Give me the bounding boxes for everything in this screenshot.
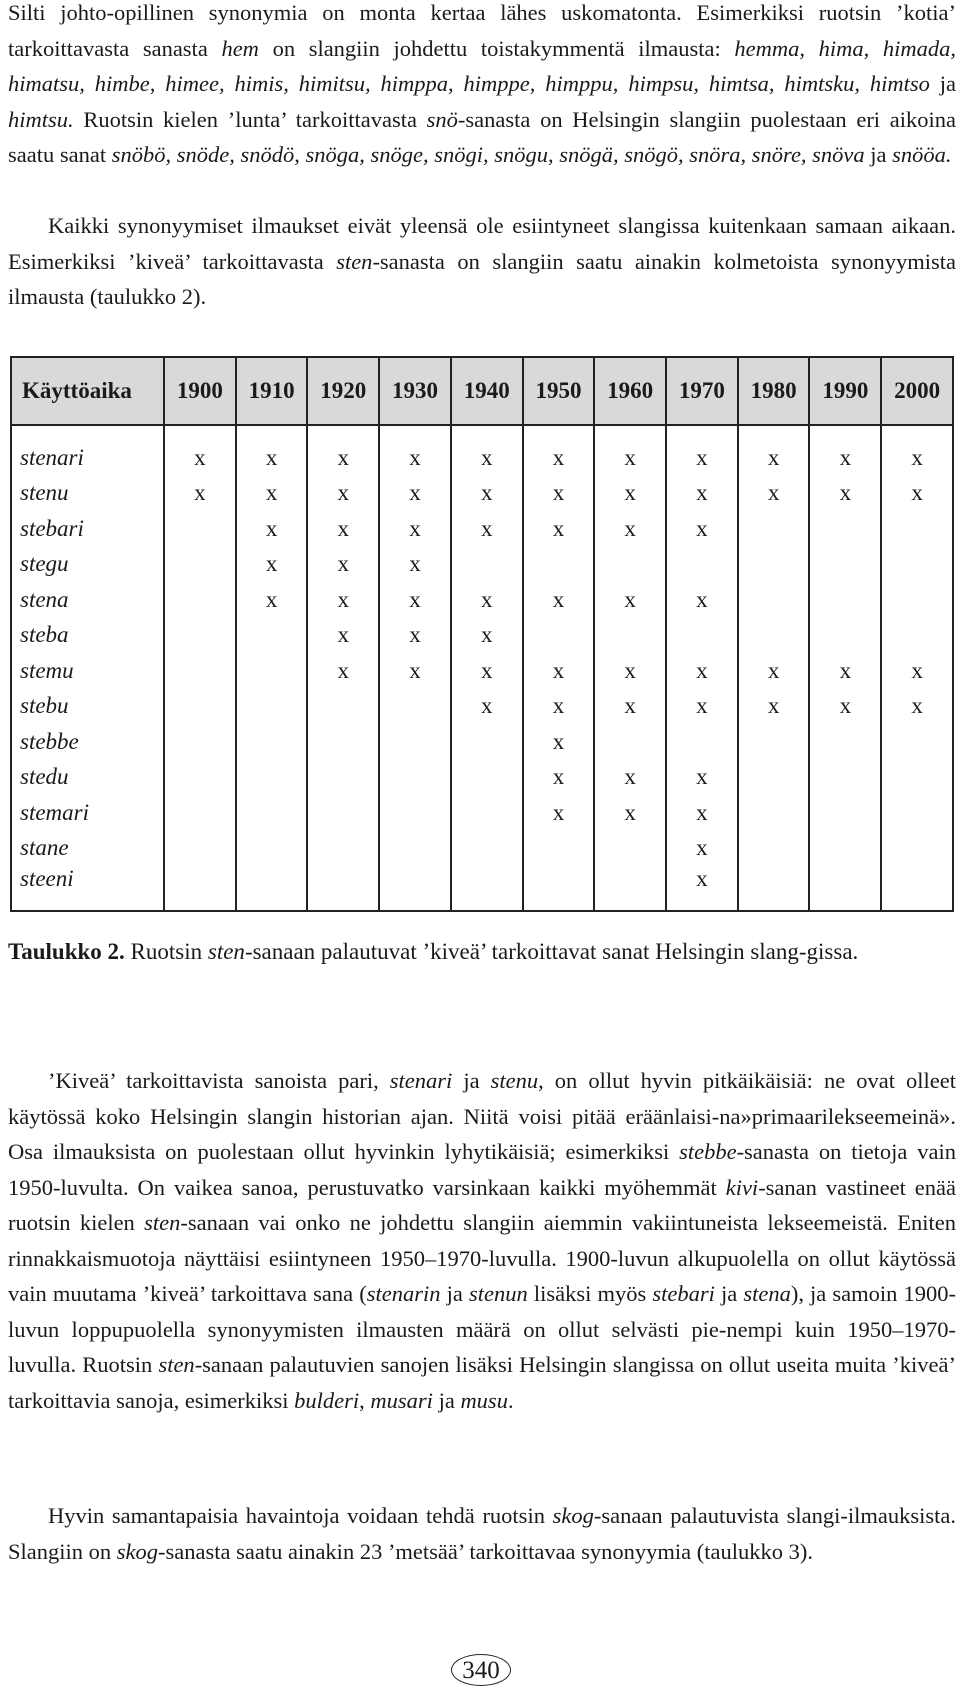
usage-mark-cell: x [738,476,810,512]
usage-period-table [10,356,954,912]
italic-term: skog [552,1503,594,1528]
empty-cell [164,689,236,725]
empty-cell [881,866,953,911]
usage-mark-cell: x [307,582,379,618]
usage-mark-cell: x [881,476,953,512]
empty-cell [164,831,236,867]
italic-term: stenari [389,1068,453,1093]
empty-cell [594,831,666,867]
text-run: lisäksi myös [527,1281,653,1306]
italic-term: hemma, hima, himada, himatsu, himbe, himee, himis, himitsu, himppa, himppe, himppu, himpsu, himtsa, himtsku, himtso [8,35,956,96]
text-run: -sanaan palautuvien sanojen lisäksi Helsingin slangissa on ollut useita muita ’kiveä’ tarkoittavia sanoja, esimerkiksi [8,1352,956,1413]
usage-mark-cell: x [881,689,953,725]
word-cell: stemari [11,795,164,831]
text-run: , on ollut hyvin pitkäikäisiä: ne ovat olleet käytössä koko Helsingin slangin historian ajan. Niitä voisi pitää eräänlaisi-na»primaarilekseemeinä». Osa ilmauksista on puolestaan ollut hyvinkin lyhytikäisiä; esimerkiksi [8,1068,956,1164]
usage-mark-cell: x [809,476,881,512]
header-decade-1950: 1950 [523,357,595,425]
empty-cell [881,618,953,654]
table-row [11,689,953,725]
empty-cell [809,760,881,796]
word-cell: stemu [11,653,164,689]
empty-cell [451,547,523,583]
word-cell: stena [11,582,164,618]
empty-cell [307,724,379,760]
empty-cell [881,831,953,867]
empty-cell [164,582,236,618]
table-row [11,618,953,654]
header-decade-1920: 1920 [307,357,379,425]
text-run: ja [864,142,893,167]
empty-cell [594,618,666,654]
empty-cell [236,760,308,796]
table-row [11,547,953,583]
empty-cell [738,582,810,618]
caption-text [125,939,858,964]
empty-cell [236,795,308,831]
empty-cell [738,618,810,654]
usage-mark-cell: x [594,582,666,618]
table-row [11,476,953,512]
empty-cell [307,831,379,867]
text-run: Hyvin samantapaisia havaintoja voidaan tehdä ruotsin [48,1503,553,1528]
word-cell: stegu [11,547,164,583]
empty-cell [236,653,308,689]
text-run: ja [929,71,956,96]
usage-mark-cell: x [666,582,738,618]
empty-cell [164,618,236,654]
usage-mark-cell: x [594,795,666,831]
spacer-cell [738,425,810,440]
empty-cell [307,795,379,831]
usage-mark-cell: x [594,440,666,476]
table-row [11,831,953,867]
usage-mark-cell: x [738,653,810,689]
text-run: Silti johto-opillinen synonymia on monta kertaa lähes uskomatonta. Esimerkiksi ruotsin ’kotia’ tarkoittavasta sanasta [8,0,956,61]
usage-mark-cell: x [738,440,810,476]
empty-cell [164,653,236,689]
italic-term: snöbö, snöde, snödö, snöga, snöge, snögi, snögu, snögä, snögö, snöra, snöre, snöva [111,142,865,167]
usage-mark-cell: x [379,547,451,583]
empty-cell [379,724,451,760]
text-run: Ruotsin [124,939,208,964]
italic-term: stenun [468,1281,528,1306]
text-run: , [359,1387,371,1413]
empty-cell [379,760,451,796]
empty-cell [379,795,451,831]
italic-term: sten [336,248,373,274]
spacer-cell [379,425,451,440]
usage-mark-cell: x [523,724,595,760]
usage-mark-cell: x [164,440,236,476]
usage-mark-cell: x [881,440,953,476]
usage-mark-cell: x [666,653,738,689]
header-decade-1980: 1980 [738,357,810,425]
empty-cell [523,618,595,654]
italic-term: sten [207,939,245,964]
text-run: Kaikki synonyymiset ilmaukset eivät yleensä ole esiintyneet slangissa kuitenkaan samaan aikaan. Esimerkiksi ’kiveä’ tarkoittavasta [8,213,956,274]
usage-mark-cell: x [594,689,666,725]
usage-mark-cell: x [236,547,308,583]
word-cell: stebu [11,689,164,725]
empty-cell [881,511,953,547]
empty-cell [666,724,738,760]
text-run: ja [432,1387,461,1413]
text-run: -sanasta on slangiin saatu ainakin kolmetoista synonyymista ilmausta (taulukko 2). [8,248,956,309]
usage-mark-cell: x [666,831,738,867]
header-usage-period: Käyttöaika [11,357,164,425]
usage-mark-cell: x [451,618,523,654]
header-decade-2000: 2000 [881,357,953,425]
usage-mark-cell: x [379,653,451,689]
empty-cell [666,547,738,583]
empty-cell [164,547,236,583]
usage-mark-cell: x [523,511,595,547]
spacer-cell [594,425,666,440]
usage-mark-cell: x [307,476,379,512]
italic-term: bulderi [294,1387,360,1413]
usage-mark-cell: x [379,440,451,476]
usage-mark-cell: x [523,689,595,725]
usage-mark-cell: x [307,618,379,654]
usage-mark-cell: x [666,866,738,911]
table-spacer-row [11,425,953,440]
word-cell: stane [11,831,164,867]
usage-mark-cell: x [451,582,523,618]
empty-cell [164,866,236,911]
empty-cell [594,866,666,911]
text-run: -sanasta saatu ainakin 23 ’metsää’ tarkoittavaa synonyymia (taulukko 3). [158,1538,814,1564]
spacer-cell [523,425,595,440]
empty-cell [307,866,379,911]
empty-cell [809,547,881,583]
usage-mark-cell: x [379,476,451,512]
usage-mark-cell: x [881,653,953,689]
empty-cell [881,724,953,760]
empty-cell [236,689,308,725]
empty-cell [738,547,810,583]
usage-mark-cell: x [594,653,666,689]
spacer-cell [809,425,881,440]
paragraph-synonymy [8,0,956,173]
empty-cell [881,547,953,583]
usage-mark-cell: x [523,440,595,476]
spacer-cell [164,425,236,440]
table-caption [8,936,956,967]
italic-term: musari [370,1387,433,1413]
usage-mark-cell: x [307,511,379,547]
empty-cell [307,760,379,796]
usage-mark-cell: x [236,476,308,512]
table-row [11,440,953,476]
italic-term: snö [426,106,458,132]
usage-mark-cell: x [451,476,523,512]
usage-mark-cell: x [666,476,738,512]
italic-term: hem [221,35,259,61]
usage-mark-cell: x [666,511,738,547]
empty-cell [236,618,308,654]
spacer-cell [881,425,953,440]
text-run: -sanaan palautuvista slangi-ilmauksista. Slangiin on [8,1503,956,1564]
empty-cell [738,831,810,867]
caption-label: Taulukko 2. [8,939,125,964]
usage-mark-cell: x [379,582,451,618]
empty-cell [451,795,523,831]
empty-cell [738,866,810,911]
italic-term: stenarin [366,1281,441,1306]
word-cell: stebbe [11,724,164,760]
empty-cell [451,760,523,796]
spacer-cell [666,425,738,440]
header-decade-1930: 1930 [379,357,451,425]
empty-cell [881,760,953,796]
empty-cell [594,547,666,583]
word-cell: stebari [11,511,164,547]
page-number: 340 [451,1654,511,1686]
usage-mark-cell: x [236,440,308,476]
spacer-cell [451,425,523,440]
usage-mark-cell: x [809,689,881,725]
text-run: ’Kiveä’ tarkoittavista sanoista pari, [48,1068,390,1093]
empty-cell [809,582,881,618]
spacer-cell [307,425,379,440]
header-decade-1990: 1990 [809,357,881,425]
italic-term: sten [144,1210,181,1235]
text-run: -sanasta on tietoja vain 1950-luvulta. On vaikea sanoa, perustuvatko varsinkaan kaikki myöhemmät [8,1139,956,1200]
empty-cell [523,866,595,911]
empty-cell [738,795,810,831]
usage-mark-cell: x [379,511,451,547]
spacer-cell [236,425,308,440]
usage-mark-cell: x [809,440,881,476]
empty-cell [379,689,451,725]
usage-mark-cell: x [523,795,595,831]
header-decade-1910: 1910 [236,357,308,425]
usage-mark-cell: x [164,476,236,512]
empty-cell [451,831,523,867]
word-cell: stedu [11,760,164,796]
empty-cell [523,831,595,867]
empty-cell [809,618,881,654]
paragraph-analysis [8,1063,956,1418]
table-row [11,760,953,796]
usage-mark-cell: x [523,476,595,512]
empty-cell [236,831,308,867]
usage-mark-cell: x [236,511,308,547]
text-run: -sanasta on Helsingin slangiin puolestaan eri aikoina saatu sanat [8,106,956,167]
usage-mark-cell: x [666,795,738,831]
italic-term: stebbe [679,1139,737,1164]
table-row [11,795,953,831]
usage-mark-cell: x [523,653,595,689]
empty-cell [236,724,308,760]
text-run: ja [440,1281,469,1306]
usage-mark-cell: x [451,511,523,547]
empty-cell [738,724,810,760]
usage-mark-cell: x [523,582,595,618]
usage-mark-cell: x [307,547,379,583]
empty-cell [881,795,953,831]
usage-mark-cell: x [451,653,523,689]
header-decade-1970: 1970 [666,357,738,425]
usage-mark-cell: x [666,689,738,725]
usage-mark-cell: x [666,760,738,796]
italic-term: himtsu. [8,106,74,132]
usage-mark-cell: x [594,760,666,796]
usage-mark-cell: x [594,511,666,547]
text-run: -sanaan palautuvat ’kiveä’ tarkoittavat sanat Helsingin slang-gissa. [244,939,859,964]
table-row [11,511,953,547]
paragraph-skog [8,1498,956,1569]
empty-cell [523,547,595,583]
word-cell: steba [11,618,164,654]
italic-term: stena [743,1281,791,1306]
empty-cell [236,866,308,911]
usage-mark-cell: x [809,653,881,689]
usage-mark-cell: x [738,689,810,725]
text-run: on slangiin johdettu toistakymmentä ilmausta: [258,35,735,61]
table-row [11,724,953,760]
italic-term: musu [460,1387,508,1413]
empty-cell [809,831,881,867]
word-cell: stenu [11,476,164,512]
usage-mark-cell: x [236,582,308,618]
italic-term: skog [116,1538,159,1564]
word-cell: stenari [11,440,164,476]
empty-cell [594,724,666,760]
text-run: . [507,1387,514,1413]
header-decade-1960: 1960 [594,357,666,425]
header-decade-1940: 1940 [451,357,523,425]
usage-mark-cell: x [451,440,523,476]
empty-cell [738,511,810,547]
table-row [11,653,953,689]
usage-mark-cell: x [594,476,666,512]
empty-cell [809,866,881,911]
empty-cell [738,760,810,796]
word-cell: steeni [11,866,164,911]
text-run: ja [714,1281,744,1306]
empty-cell [451,866,523,911]
usage-mark-cell: x [666,440,738,476]
text-run: -sanan vastineet enää ruotsin kielen [8,1174,956,1235]
italic-term: snööa. [892,142,952,167]
usage-mark-cell: x [523,760,595,796]
table-row [11,866,953,911]
text-run: ), ja samoin 1900-luvun loppupuolella synonyymisten ilmausten määrä on ollut selvästi pie-nempi kuin 1950–1970-luvulla. Ruotsin [8,1281,957,1377]
usage-mark-cell: x [379,618,451,654]
text-run: -sanaan vai onko ne johdettu slangiin aiemmin vakiintuneista lekseemeistä. Eniten rinnakkaismuotoja näyttäisi esiintyneen 1950–1970-luvulla. 1900-luvun alkupuolella on ollut käytössä vain muutama ’kiveä’ tarkoittava sana ( [8,1210,956,1306]
empty-cell [666,618,738,654]
empty-cell [379,866,451,911]
empty-cell [809,724,881,760]
text-run: ja [452,1068,491,1093]
empty-cell [881,582,953,618]
empty-cell [809,795,881,831]
text-run: Ruotsin kielen ’lunta’ tarkoittavasta [73,106,427,132]
empty-cell [164,795,236,831]
empty-cell [451,724,523,760]
spacer-cell [11,425,164,440]
empty-cell [809,511,881,547]
italic-term: kivi [725,1174,759,1200]
italic-term: stebari [652,1281,715,1306]
empty-cell [307,689,379,725]
empty-cell [379,831,451,867]
italic-term: sten [158,1352,195,1377]
empty-cell [164,760,236,796]
table-row [11,582,953,618]
paragraph-table-intro [8,208,956,315]
usage-mark-cell: x [307,440,379,476]
header-decade-1900: 1900 [164,357,236,425]
italic-term: stenu [490,1068,539,1093]
empty-cell [164,511,236,547]
usage-mark-cell: x [451,689,523,725]
empty-cell [164,724,236,760]
usage-mark-cell: x [307,653,379,689]
table-header-row [11,357,953,425]
